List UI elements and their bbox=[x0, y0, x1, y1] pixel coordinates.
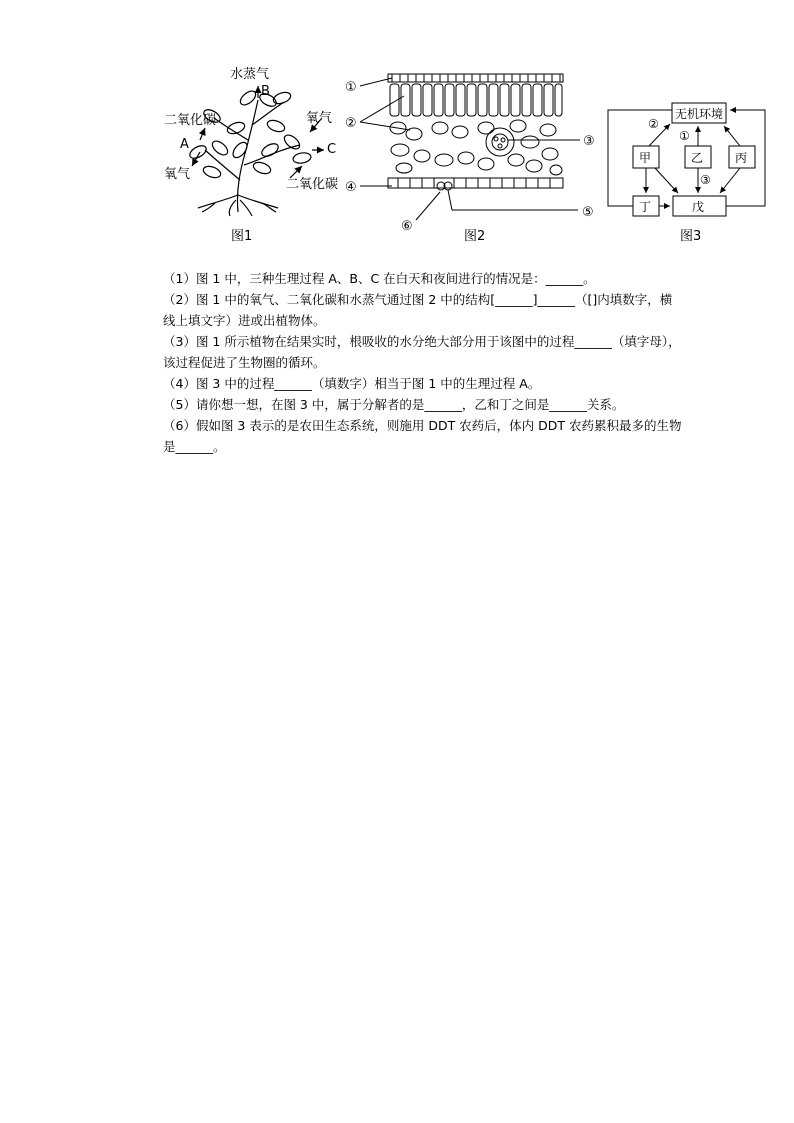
fig3-marker-3: ③ bbox=[700, 173, 711, 187]
fig2-marker-1: ① bbox=[345, 80, 357, 95]
label-process-a: A bbox=[180, 137, 189, 152]
node-jia: 甲 bbox=[639, 151, 652, 165]
fig3-marker-2: ② bbox=[648, 117, 659, 131]
question-5: （5）请你想一想，在图 3 中，属于分解者的是______，乙和丁之间是______关系。 bbox=[163, 397, 625, 412]
figures-area bbox=[0, 0, 794, 260]
figure-1-plant bbox=[188, 86, 324, 216]
node-environment: 无机环境 bbox=[675, 107, 724, 121]
node-bing: 丙 bbox=[735, 151, 748, 165]
question-4: （4）图 3 中的过程______（填数字）相当于图 1 中的生理过程 A。 bbox=[163, 376, 541, 391]
question-3: （3）图 1 所示植物在结果实时，根吸收的水分绝大部分用于该图中的过程______（填字母），该过程促进了生物圈的循环。 bbox=[163, 334, 681, 370]
fig2-marker-4: ④ bbox=[345, 180, 357, 195]
figure-2-caption: 图2 bbox=[464, 229, 486, 244]
question-1: （1）图 1 中，三种生理过程 A、B、C 在白天和夜间进行的情况是：______。 bbox=[163, 271, 596, 286]
label-o2-right: 氧气 bbox=[306, 111, 333, 126]
figure-1-caption: 图1 bbox=[231, 229, 253, 244]
fig2-marker-2: ② bbox=[345, 116, 357, 131]
figure-3-caption: 图3 bbox=[680, 229, 702, 244]
fig2-marker-3: ③ bbox=[583, 134, 595, 149]
question-6: （6）假如图 3 表示的是农田生态系统，则施用 DDT 农药后，体内 DDT 农药累积最多的生物是______。 bbox=[163, 418, 682, 454]
label-water-vapor: 水蒸气 bbox=[230, 67, 270, 82]
figure-2-leaf-section bbox=[360, 74, 580, 220]
node-yi: 乙 bbox=[691, 151, 704, 165]
fig3-marker-1: ① bbox=[679, 129, 690, 143]
node-wu: 戊 bbox=[692, 200, 705, 214]
label-process-c: C bbox=[327, 142, 337, 157]
label-process-b: B bbox=[261, 84, 270, 99]
label-o2-left: 氧气 bbox=[164, 167, 191, 182]
fig2-marker-5: ⑤ bbox=[582, 205, 594, 220]
label-co2-right: 二氧化碳 bbox=[286, 177, 339, 192]
label-co2-left: 二氧化碳 bbox=[164, 113, 217, 128]
question-list bbox=[163, 268, 683, 457]
fig2-marker-6: ⑥ bbox=[401, 219, 413, 234]
node-ding: 丁 bbox=[639, 200, 652, 214]
question-2: （2）图 1 中的氧气、二氧化碳和水蒸气通过图 2 中的结构[______]______（[]内填数字，横线上填文字）进或出植物体。 bbox=[163, 292, 673, 328]
